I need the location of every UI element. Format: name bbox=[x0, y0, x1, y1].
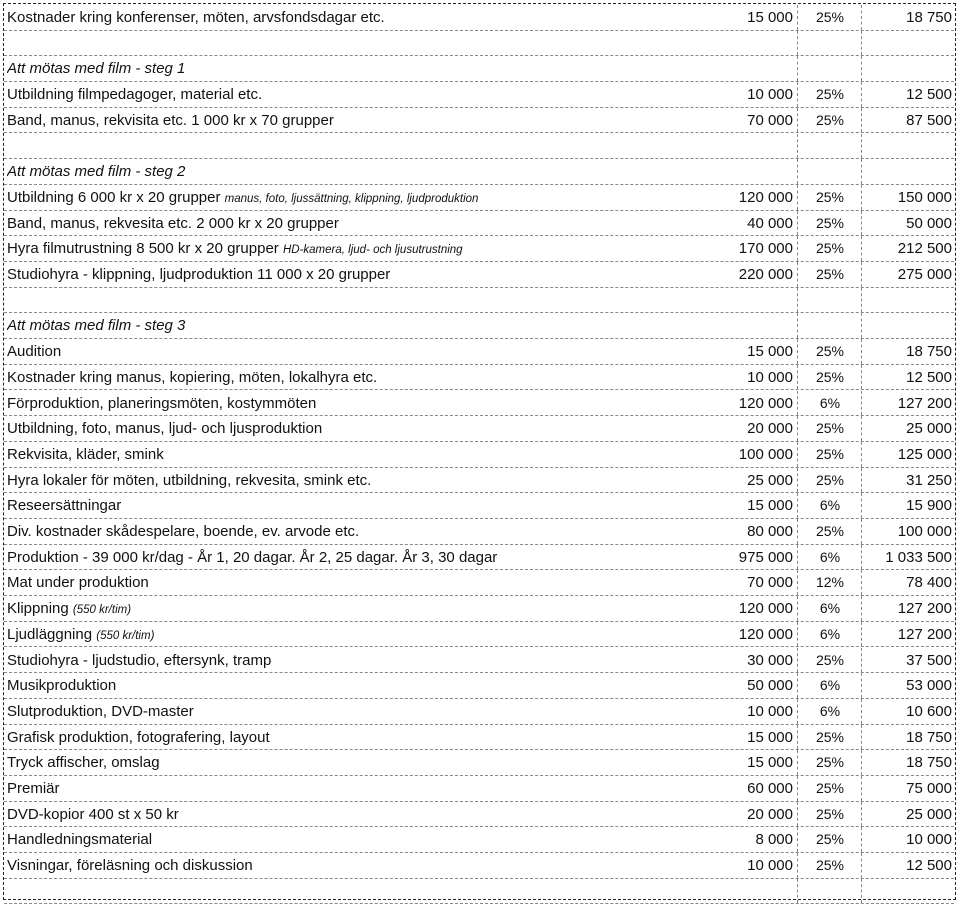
cost-cell: 15 000 bbox=[698, 339, 798, 364]
description-text: DVD-kopior 400 st x 50 kr bbox=[7, 805, 179, 823]
total-cell: 78 400 bbox=[906, 574, 952, 592]
cost-cell: 10 000 bbox=[698, 365, 798, 390]
cost-cell: 975 000 bbox=[698, 545, 798, 570]
description-text: Tryck affischer, omslag bbox=[7, 754, 160, 772]
item-description bbox=[7, 339, 697, 364]
budget-row bbox=[4, 648, 954, 674]
total-cell: 275 000 bbox=[897, 266, 952, 283]
description-text: Att mötas med film - steg 2 bbox=[7, 163, 186, 181]
section-header-row bbox=[4, 56, 954, 82]
cost-cell: 60 000 bbox=[698, 776, 798, 801]
budget-row bbox=[4, 545, 954, 571]
rate-cell: 25% bbox=[799, 776, 862, 801]
item-description bbox=[7, 519, 697, 544]
total-cell: 12 500 bbox=[906, 368, 952, 386]
budget-row bbox=[4, 570, 954, 596]
item-description bbox=[7, 468, 697, 493]
cost-cell: 170 000 bbox=[698, 236, 798, 261]
budget-row bbox=[4, 596, 954, 622]
total-cell bbox=[862, 288, 954, 313]
blank-row bbox=[4, 879, 954, 904]
rate-cell: 25% bbox=[799, 211, 862, 236]
cost-cell: 15 000 bbox=[698, 750, 798, 775]
cost-cell: 10 000 bbox=[698, 82, 798, 107]
rate-cell: 6% bbox=[799, 545, 862, 570]
total-cell bbox=[862, 879, 954, 904]
description-text: Kostnader kring konferenser, möten, arvsfondsdagar etc. bbox=[7, 9, 385, 26]
cost-cell: 120 000 bbox=[698, 622, 798, 647]
description-text: Produktion - 39 000 kr/dag - År 1, 20 dagar. År 2, 25 dagar. År 3, 30 dagar bbox=[7, 548, 498, 566]
total-cell: 18 750 bbox=[906, 9, 952, 26]
item-description bbox=[7, 853, 697, 878]
rate-cell: 25% bbox=[799, 442, 862, 467]
description-note: manus, foto, ljussättning, klippning, ljudproduktion bbox=[224, 192, 479, 205]
total-cell: 18 750 bbox=[906, 343, 952, 361]
item-description bbox=[7, 416, 697, 441]
total-cell: 125 000 bbox=[897, 445, 952, 463]
description-text: Utbildning 6 000 kr x 20 grupper bbox=[7, 188, 221, 206]
total-cell: 15 900 bbox=[906, 497, 952, 515]
cost-cell bbox=[698, 159, 798, 184]
description-note: HD-kamera, ljud- och ljusutrustning bbox=[282, 244, 463, 257]
description-text: Förproduktion, planeringsmöten, kostymmöten bbox=[7, 394, 317, 412]
cost-cell: 220 000 bbox=[698, 262, 798, 287]
budget-sheet bbox=[3, 3, 956, 900]
cost-cell: 40 000 bbox=[698, 211, 798, 236]
item-description bbox=[7, 31, 697, 56]
cost-cell: 70 000 bbox=[698, 570, 798, 595]
budget-row bbox=[4, 185, 954, 211]
description-text: Utbildning filmpedagoger, material etc. bbox=[7, 86, 263, 104]
budget-row bbox=[4, 776, 954, 802]
cost-cell: 10 000 bbox=[698, 853, 798, 878]
total-cell bbox=[862, 313, 954, 338]
budget-row bbox=[4, 82, 954, 108]
cost-cell: 120 000 bbox=[698, 185, 798, 210]
budget-row bbox=[4, 827, 954, 853]
budget-row bbox=[4, 468, 954, 494]
rate-cell bbox=[799, 134, 862, 159]
cost-cell: 20 000 bbox=[698, 802, 798, 827]
budget-row bbox=[4, 519, 954, 545]
rate-cell: 25% bbox=[799, 339, 862, 364]
section-title bbox=[7, 159, 697, 184]
total-cell: 75 000 bbox=[906, 780, 952, 797]
total-cell bbox=[862, 159, 954, 184]
cost-cell bbox=[698, 56, 798, 81]
budget-row bbox=[4, 262, 954, 288]
budget-row bbox=[4, 493, 954, 519]
cost-cell: 8 000 bbox=[698, 827, 798, 852]
total-cell: 87 500 bbox=[906, 111, 952, 129]
budget-row bbox=[4, 622, 954, 648]
budget-row bbox=[4, 442, 954, 468]
budget-row bbox=[4, 725, 954, 751]
item-description bbox=[7, 134, 697, 159]
total-cell: 127 200 bbox=[897, 625, 952, 643]
item-description bbox=[7, 699, 697, 724]
description-note: (550 kr/tim) bbox=[96, 629, 155, 642]
total-cell: 1 033 500 bbox=[885, 548, 952, 566]
rate-cell: 25% bbox=[799, 827, 862, 852]
item-description bbox=[7, 570, 697, 595]
cost-cell: 15 000 bbox=[698, 5, 798, 30]
rate-cell: 25% bbox=[799, 853, 862, 878]
item-description bbox=[7, 262, 697, 287]
rate-cell: 6% bbox=[799, 622, 862, 647]
cost-cell: 50 000 bbox=[698, 673, 798, 698]
blank-row bbox=[4, 31, 954, 57]
total-cell: 10 000 bbox=[906, 831, 952, 849]
item-description bbox=[7, 622, 697, 647]
rate-cell: 6% bbox=[799, 391, 862, 416]
item-description bbox=[7, 236, 697, 261]
cost-cell: 10 000 bbox=[698, 699, 798, 724]
cost-cell: 15 000 bbox=[698, 725, 798, 750]
cost-cell bbox=[698, 313, 798, 338]
description-text: Slutproduktion, DVD-master bbox=[7, 702, 194, 720]
description-text: Musikproduktion bbox=[7, 677, 117, 695]
cost-cell bbox=[698, 288, 798, 313]
rate-cell: 25% bbox=[799, 802, 862, 827]
rate-cell: 25% bbox=[799, 236, 862, 261]
cost-cell bbox=[698, 134, 798, 159]
item-description bbox=[7, 673, 697, 698]
rate-cell: 25% bbox=[799, 725, 862, 750]
cost-cell bbox=[698, 879, 798, 904]
item-description bbox=[7, 185, 697, 210]
total-cell: 127 200 bbox=[897, 394, 952, 412]
budget-row bbox=[4, 750, 954, 776]
budget-row bbox=[4, 416, 954, 442]
rate-cell bbox=[799, 159, 862, 184]
section-header-row bbox=[4, 313, 954, 339]
total-cell: 12 500 bbox=[906, 857, 952, 875]
description-text: Band, manus, rekvisita etc. 1 000 kr x 70 grupper bbox=[7, 111, 334, 129]
rate-cell: 6% bbox=[799, 596, 862, 621]
item-description bbox=[7, 725, 697, 750]
rate-cell: 25% bbox=[799, 82, 862, 107]
rate-cell: 25% bbox=[799, 108, 862, 133]
rate-cell bbox=[799, 879, 862, 904]
section-title bbox=[7, 313, 697, 338]
budget-row bbox=[4, 365, 954, 391]
item-description bbox=[7, 776, 697, 801]
rate-cell: 25% bbox=[799, 648, 862, 673]
rate-cell: 25% bbox=[799, 5, 862, 30]
total-cell: 53 000 bbox=[906, 677, 952, 695]
rate-cell: 25% bbox=[799, 519, 862, 544]
total-cell bbox=[862, 31, 954, 56]
description-text: Klippning bbox=[7, 600, 69, 618]
rate-cell: 12% bbox=[799, 570, 862, 595]
item-description bbox=[7, 802, 697, 827]
description-text: Hyra filmutrustning 8 500 kr x 20 grupper bbox=[7, 240, 279, 258]
rate-cell: 25% bbox=[799, 416, 862, 441]
item-description bbox=[7, 391, 697, 416]
item-description bbox=[7, 5, 697, 30]
description-text: Rekvisita, kläder, smink bbox=[7, 445, 164, 463]
budget-row bbox=[4, 339, 954, 365]
item-description bbox=[7, 211, 697, 236]
total-cell: 25 000 bbox=[906, 420, 952, 438]
description-text: Utbildning, foto, manus, ljud- och ljusproduktion bbox=[7, 420, 323, 438]
budget-row bbox=[4, 236, 954, 262]
rate-cell: 25% bbox=[799, 750, 862, 775]
budget-row bbox=[4, 673, 954, 699]
rate-cell: 25% bbox=[799, 468, 862, 493]
item-description bbox=[7, 365, 697, 390]
cost-cell: 70 000 bbox=[698, 108, 798, 133]
item-description bbox=[7, 108, 697, 133]
cost-cell: 20 000 bbox=[698, 416, 798, 441]
budget-row bbox=[4, 5, 954, 31]
rate-cell: 6% bbox=[799, 699, 862, 724]
description-text: Reseersättningar bbox=[7, 497, 122, 515]
rate-cell bbox=[799, 56, 862, 81]
total-cell: 25 000 bbox=[906, 805, 952, 823]
budget-row bbox=[4, 802, 954, 828]
cost-cell: 25 000 bbox=[698, 468, 798, 493]
description-text: Hyra lokaler för möten, utbildning, rekvesita, smink etc. bbox=[7, 471, 372, 489]
description-text: Att mötas med film - steg 3 bbox=[7, 317, 186, 335]
cost-cell: 120 000 bbox=[698, 391, 798, 416]
item-description bbox=[7, 750, 697, 775]
total-cell: 127 200 bbox=[897, 600, 952, 618]
description-text: Band, manus, rekvesita etc. 2 000 kr x 20 grupper bbox=[7, 214, 339, 232]
description-text: Ljudläggning bbox=[7, 625, 93, 643]
description-text: Grafisk produktion, fotografering, layout bbox=[7, 728, 270, 746]
description-text: Div. kostnader skådespelare, boende, ev. arvode etc. bbox=[7, 523, 360, 540]
item-description bbox=[7, 648, 697, 673]
section-title bbox=[7, 56, 697, 81]
total-cell: 100 000 bbox=[897, 523, 952, 540]
item-description bbox=[7, 545, 697, 570]
rate-cell bbox=[799, 313, 862, 338]
budget-row bbox=[4, 108, 954, 134]
total-cell: 50 000 bbox=[906, 214, 952, 232]
rate-cell bbox=[799, 31, 862, 56]
blank-row bbox=[4, 288, 954, 314]
description-text: Studiohyra - ljudstudio, eftersynk, tramp bbox=[7, 651, 272, 669]
item-description bbox=[7, 288, 697, 313]
rate-cell: 6% bbox=[799, 493, 862, 518]
description-text: Studiohyra - klippning, ljudproduktion 11 000 x 20 grupper bbox=[7, 266, 391, 283]
total-cell: 18 750 bbox=[906, 728, 952, 746]
total-cell: 31 250 bbox=[906, 471, 952, 489]
rate-cell bbox=[799, 288, 862, 313]
description-note: (550 kr/tim) bbox=[72, 604, 132, 617]
rate-cell: 25% bbox=[799, 365, 862, 390]
item-description bbox=[7, 442, 697, 467]
total-cell: 12 500 bbox=[906, 86, 952, 104]
item-description bbox=[7, 493, 697, 518]
cost-cell: 80 000 bbox=[698, 519, 798, 544]
item-description bbox=[7, 879, 697, 904]
cost-cell: 15 000 bbox=[698, 493, 798, 518]
description-text: Handledningsmaterial bbox=[7, 831, 153, 849]
total-cell: 18 750 bbox=[906, 754, 952, 772]
rate-cell: 25% bbox=[799, 185, 862, 210]
budget-row bbox=[4, 391, 954, 417]
item-description bbox=[7, 827, 697, 852]
total-cell bbox=[862, 56, 954, 81]
description-text: Premiär bbox=[7, 780, 60, 797]
cost-cell: 30 000 bbox=[698, 648, 798, 673]
cost-cell: 100 000 bbox=[698, 442, 798, 467]
description-text: Att mötas med film - steg 1 bbox=[7, 60, 186, 78]
rate-cell: 25% bbox=[799, 262, 862, 287]
blank-row bbox=[4, 134, 954, 160]
cost-cell bbox=[698, 31, 798, 56]
description-text: Visningar, föreläsning och diskussion bbox=[7, 857, 253, 875]
total-cell bbox=[862, 134, 954, 159]
total-cell: 37 500 bbox=[906, 651, 952, 669]
total-cell: 150 000 bbox=[897, 188, 952, 206]
section-header-row bbox=[4, 159, 954, 185]
budget-row bbox=[4, 853, 954, 879]
budget-row bbox=[4, 211, 954, 237]
rate-cell: 6% bbox=[799, 673, 862, 698]
item-description bbox=[7, 82, 697, 107]
description-text: Kostnader kring manus, kopiering, möten, lokalhyra etc. bbox=[7, 368, 378, 386]
description-text: Mat under produktion bbox=[7, 574, 149, 592]
total-cell: 212 500 bbox=[897, 240, 952, 258]
cost-cell: 120 000 bbox=[698, 596, 798, 621]
budget-row bbox=[4, 699, 954, 725]
total-cell: 10 600 bbox=[906, 702, 952, 720]
item-description bbox=[7, 596, 697, 621]
description-text: Audition bbox=[7, 343, 62, 361]
